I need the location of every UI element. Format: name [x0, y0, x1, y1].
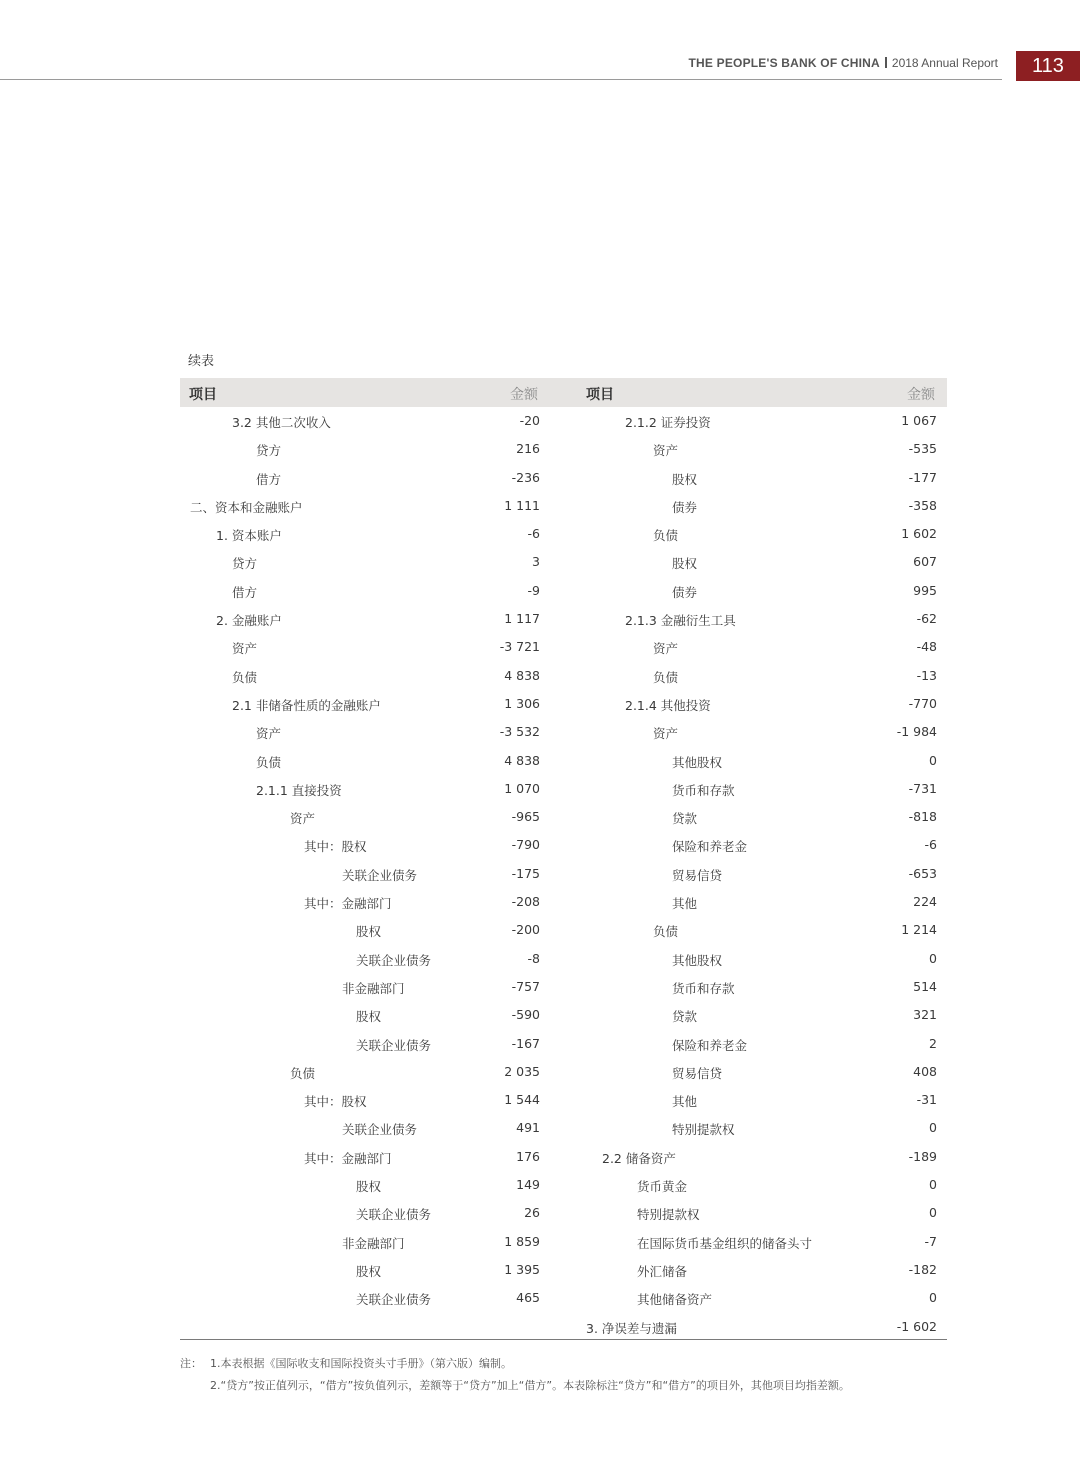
- row-value: 0: [929, 1205, 937, 1221]
- row-value: -167: [511, 1035, 540, 1051]
- table-row: [180, 1058, 550, 1086]
- table-row: [576, 1228, 947, 1256]
- row-label: 其他: [672, 1094, 698, 1110]
- table-header: [180, 378, 947, 407]
- table-row: [576, 492, 947, 520]
- table-row: [180, 435, 550, 463]
- row-value: 176: [516, 1148, 540, 1164]
- row-value: -200: [511, 922, 540, 938]
- row-label: 在国际货币基金组织的储备头寸: [637, 1235, 813, 1251]
- table-row: [576, 690, 947, 718]
- row-value: 1 395: [504, 1261, 540, 1277]
- table-row: [576, 548, 947, 576]
- table-row: [576, 718, 947, 746]
- row-value: 4 838: [504, 667, 540, 683]
- table-row: [180, 633, 550, 661]
- row-value: -182: [908, 1261, 937, 1277]
- row-value: 4 838: [504, 752, 540, 768]
- table-row: [576, 1313, 947, 1341]
- row-value: -6: [924, 837, 937, 853]
- table-row: [576, 1001, 947, 1029]
- row-label: 关联企业债务: [342, 1122, 418, 1138]
- row-value: 1 859: [504, 1233, 540, 1249]
- row-value: -48: [916, 639, 937, 655]
- table-row: [180, 464, 550, 492]
- table-row: [180, 775, 550, 803]
- table-row: [180, 605, 550, 633]
- row-value: -535: [908, 441, 937, 457]
- row-label: 关联企业债务: [356, 1292, 432, 1308]
- row-label: 贷方: [232, 556, 258, 572]
- table-row: [576, 520, 947, 548]
- table-row: [576, 888, 947, 916]
- table-row: [180, 860, 550, 888]
- row-value: 0: [929, 1290, 937, 1306]
- row-label: 其中：股权: [304, 839, 367, 855]
- table-row: [576, 1114, 947, 1142]
- row-label: 关联企业债务: [342, 867, 418, 883]
- row-label: 3.2 其他二次收入: [232, 415, 331, 430]
- row-value: 465: [516, 1290, 540, 1306]
- header-org: THE PEOPLE'S BANK OF CHINA: [688, 56, 880, 70]
- table-row: [576, 1284, 947, 1312]
- note-prefix: 注：: [180, 1357, 202, 1370]
- header-separator: [885, 57, 887, 68]
- table-row: [576, 803, 947, 831]
- row-value: -7: [924, 1233, 937, 1249]
- table-row: [576, 407, 947, 435]
- table-row: [180, 1086, 550, 1114]
- row-label: 2.1.3 金融衍生工具: [625, 613, 736, 629]
- row-label: 股权: [356, 1179, 382, 1195]
- row-value: 1 070: [504, 780, 540, 796]
- row-label: 资产: [290, 811, 316, 827]
- row-label: 2.1 非储备性质的金融账户: [232, 697, 381, 713]
- row-value: -236: [511, 469, 540, 485]
- note-2: 2.“贷方”按正值列示，“借方”按负值列示，差额等于“贷方”加上“借方”。本表除标注“贷方”和“借方”的项目外，其他项目均指差额。: [210, 1379, 850, 1392]
- row-label: 负债: [653, 669, 679, 685]
- row-value: 2 035: [504, 1063, 540, 1079]
- table-row: [576, 1030, 947, 1058]
- row-value: -208: [511, 894, 540, 910]
- table-row: [576, 1171, 947, 1199]
- table-row: [180, 747, 550, 775]
- header-amount-left: 金额: [510, 387, 538, 403]
- table-row: [576, 1058, 947, 1086]
- row-label: 2.1.1 直接投资: [256, 782, 342, 798]
- row-label: 其他股权: [672, 754, 723, 770]
- row-value: 514: [913, 978, 937, 994]
- row-value: -790: [511, 837, 540, 853]
- row-value: 149: [516, 1177, 540, 1193]
- row-value: 26: [524, 1205, 540, 1221]
- row-value: 2: [929, 1035, 937, 1051]
- row-label: 货币和存款: [672, 980, 735, 996]
- row-value: -731: [908, 780, 937, 796]
- row-label: 外汇储备: [637, 1263, 688, 1279]
- table-row: [576, 1143, 947, 1171]
- row-label: 贷款: [672, 811, 698, 827]
- row-value: 0: [929, 1177, 937, 1193]
- row-label: 股权: [356, 924, 382, 940]
- row-value: -757: [511, 978, 540, 994]
- table-bottom-rule: [180, 1339, 947, 1340]
- header-report: 2018 Annual Report: [891, 56, 998, 70]
- row-label: 贸易信贷: [672, 1065, 723, 1081]
- row-value: -3 721: [499, 639, 540, 655]
- row-label: 资产: [653, 726, 679, 742]
- row-value: -358: [908, 497, 937, 513]
- table-row: [576, 1199, 947, 1227]
- table-row: [576, 860, 947, 888]
- row-label: 借方: [256, 471, 282, 487]
- row-label: 关联企业债务: [356, 952, 432, 968]
- row-value: -6: [527, 526, 540, 542]
- table-row: [576, 973, 947, 1001]
- row-value: -177: [908, 469, 937, 485]
- row-label: 其他: [672, 896, 698, 912]
- row-value: 1 602: [901, 526, 937, 542]
- table-row: [180, 1199, 550, 1227]
- table-row: [180, 577, 550, 605]
- right-column: [576, 407, 947, 1341]
- row-label: 资产: [653, 443, 679, 459]
- table-body: [180, 407, 947, 1341]
- row-label: 2.1.4 其他投资: [625, 697, 711, 713]
- row-value: 224: [913, 894, 937, 910]
- table-row: [576, 1086, 947, 1114]
- table-row: [180, 803, 550, 831]
- table-row: [180, 973, 550, 1001]
- continued-label: 续表: [188, 354, 215, 369]
- row-label: 非金融部门: [342, 1235, 405, 1251]
- row-value: -31: [916, 1092, 937, 1108]
- row-value: -818: [908, 809, 937, 825]
- row-value: -653: [908, 865, 937, 881]
- row-label: 3. 净误差与遗漏: [586, 1320, 677, 1336]
- running-header: [689, 56, 999, 70]
- left-column: [180, 407, 550, 1313]
- row-value: -3 532: [499, 724, 540, 740]
- table-row: [180, 1143, 550, 1171]
- row-value: 408: [913, 1063, 937, 1079]
- table-row: [180, 1030, 550, 1058]
- row-value: 0: [929, 950, 937, 966]
- header-item-left: 项目: [189, 387, 217, 403]
- row-label: 二、资本和金融账户: [190, 499, 303, 515]
- row-label: 保险和养老金: [672, 1037, 748, 1053]
- row-label: 特别提款权: [672, 1122, 735, 1138]
- note-1: 1.本表根据《国际收支和国际投资头寸手册》（第六版）编制。: [210, 1357, 512, 1370]
- row-value: 1 117: [504, 611, 540, 627]
- row-value: -590: [511, 1007, 540, 1023]
- table-row: [180, 831, 550, 859]
- row-label: 保险和养老金: [672, 839, 748, 855]
- header-rule: [0, 79, 1002, 80]
- row-label: 债券: [672, 499, 698, 515]
- row-label: 2. 金融账户: [216, 613, 282, 629]
- table-row: [180, 520, 550, 548]
- table-row: [180, 945, 550, 973]
- row-value: -1 984: [896, 724, 937, 740]
- table-row: [180, 1228, 550, 1256]
- row-value: 1 111: [504, 497, 540, 513]
- row-label: 其他储备资产: [637, 1292, 713, 1308]
- row-label: 2.1.2 证券投资: [625, 415, 711, 430]
- row-value: -62: [916, 611, 937, 627]
- row-value: 1 214: [901, 922, 937, 938]
- table-row: [180, 407, 550, 435]
- table-row: [576, 605, 947, 633]
- row-value: 1 544: [504, 1092, 540, 1108]
- row-label: 关联企业债务: [356, 1037, 432, 1053]
- table-row: [576, 747, 947, 775]
- row-value: 321: [913, 1007, 937, 1023]
- row-value: -13: [916, 667, 937, 683]
- row-value: -175: [511, 865, 540, 881]
- table-row: [180, 1114, 550, 1142]
- row-value: -9: [527, 582, 540, 598]
- row-value: 0: [929, 1120, 937, 1136]
- row-value: -189: [908, 1148, 937, 1164]
- row-label: 资产: [232, 641, 258, 657]
- table-row: [180, 1284, 550, 1312]
- row-label: 货币和存款: [672, 782, 735, 798]
- table-row: [576, 662, 947, 690]
- row-label: 2.2 储备资产: [602, 1150, 676, 1166]
- table-row: [180, 1256, 550, 1284]
- row-label: 借方: [232, 584, 258, 600]
- row-value: 1 306: [504, 695, 540, 711]
- row-label: 资产: [256, 726, 282, 742]
- row-value: -8: [527, 950, 540, 966]
- row-value: 0: [929, 752, 937, 768]
- table-row: [180, 662, 550, 690]
- row-value: 3: [532, 554, 540, 570]
- table-row: [180, 690, 550, 718]
- row-label: 股权: [356, 1263, 382, 1279]
- balance-of-payments-table: [180, 378, 947, 1341]
- row-value: -20: [519, 413, 540, 428]
- table-row: [180, 888, 550, 916]
- header-item-right: 项目: [586, 387, 614, 403]
- table-row: [576, 577, 947, 605]
- table-row: [180, 492, 550, 520]
- row-value: 995: [913, 582, 937, 598]
- row-label: 负债: [232, 669, 258, 685]
- row-label: 特别提款权: [637, 1207, 700, 1223]
- table-row: [180, 1001, 550, 1029]
- row-label: 1. 资本账户: [216, 528, 282, 544]
- row-label: 其他股权: [672, 952, 723, 968]
- row-label: 负债: [653, 924, 679, 940]
- row-label: 股权: [672, 556, 698, 572]
- table-row: [576, 775, 947, 803]
- row-label: 其中：金融部门: [304, 1150, 392, 1166]
- row-label: 资产: [653, 641, 679, 657]
- table-row: [180, 1171, 550, 1199]
- table-row: [576, 1256, 947, 1284]
- row-value: 607: [913, 554, 937, 570]
- table-row: [576, 916, 947, 944]
- table-row: [576, 435, 947, 463]
- row-value: 1 067: [901, 413, 937, 428]
- table-row: [576, 464, 947, 492]
- row-label: 其中：金融部门: [304, 896, 392, 912]
- row-label: 贷方: [256, 443, 282, 459]
- row-label: 货币黄金: [637, 1179, 688, 1195]
- row-label: 非金融部门: [342, 980, 405, 996]
- row-value: -965: [511, 809, 540, 825]
- page-number: 113: [1016, 51, 1080, 81]
- row-label: 关联企业债务: [356, 1207, 432, 1223]
- table-row: [576, 633, 947, 661]
- row-value: -770: [908, 695, 937, 711]
- row-value: -1 602: [896, 1318, 937, 1334]
- row-label: 其中：股权: [304, 1094, 367, 1110]
- row-label: 股权: [356, 1009, 382, 1025]
- row-value: 491: [516, 1120, 540, 1136]
- row-label: 贸易信贷: [672, 867, 723, 883]
- table-row: [576, 831, 947, 859]
- row-label: 贷款: [672, 1009, 698, 1025]
- table-row: [180, 916, 550, 944]
- table-row: [576, 945, 947, 973]
- table-row: [180, 718, 550, 746]
- row-label: 股权: [672, 471, 698, 487]
- row-label: 负债: [290, 1065, 316, 1081]
- table-row: [180, 548, 550, 576]
- header-amount-right: 金额: [907, 387, 935, 403]
- table-notes: [180, 1353, 850, 1397]
- row-label: 债券: [672, 584, 698, 600]
- row-value: 216: [516, 441, 540, 457]
- row-label: 负债: [256, 754, 282, 770]
- row-label: 负债: [653, 528, 679, 544]
